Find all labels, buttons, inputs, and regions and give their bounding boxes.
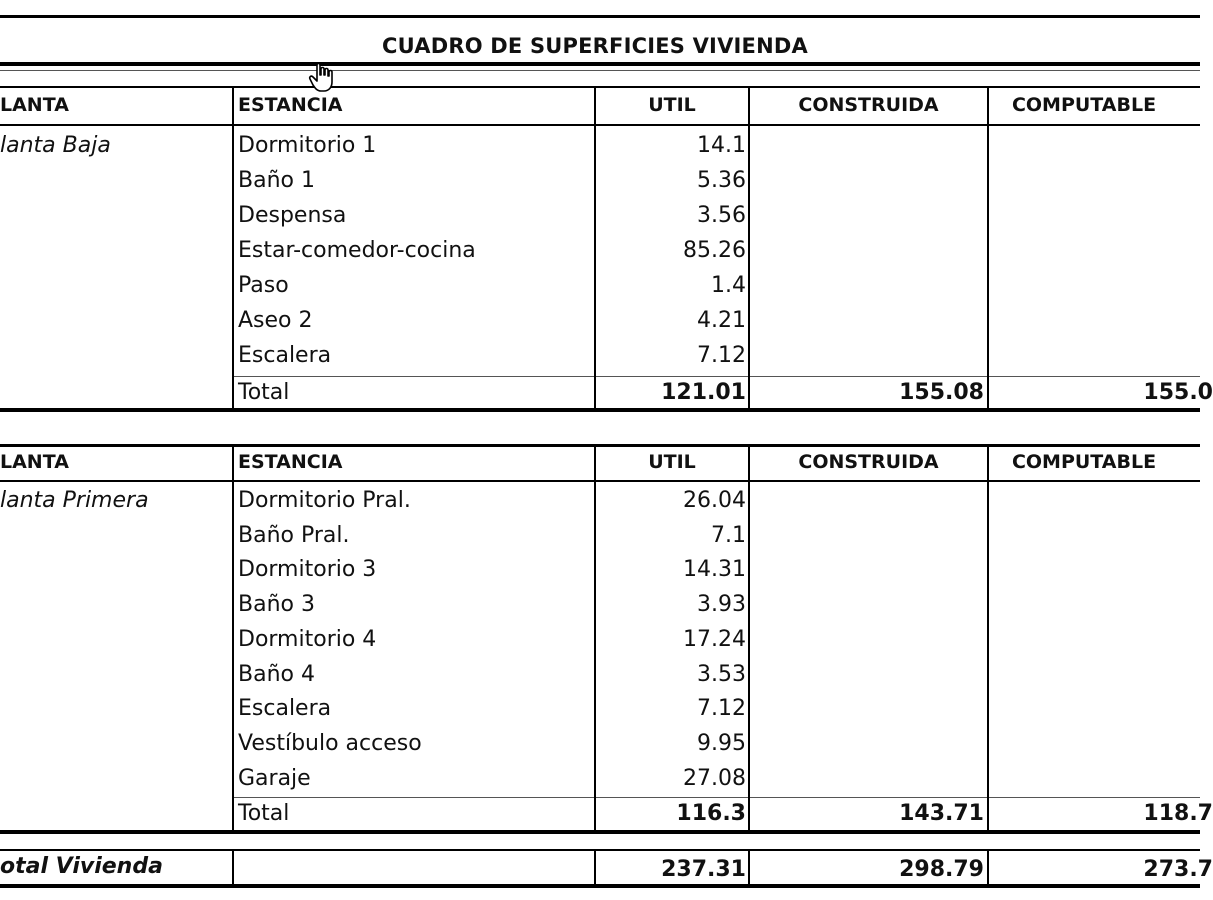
grand-total-label: otal Vivienda — [0, 854, 163, 879]
s1-total-computable: 155.0 — [1143, 380, 1213, 405]
row-util: 17.24 — [683, 626, 746, 652]
s2-border-header-top — [0, 444, 1200, 447]
row-estancia: Baño 3 — [238, 592, 315, 618]
row-util: 85.26 — [683, 238, 746, 263]
s1-total-construida: 155.08 — [899, 380, 984, 405]
grand-col-divider-1 — [232, 849, 234, 887]
s1-planta-label: lanta Baja — [0, 133, 111, 158]
row-util: 4.21 — [697, 308, 746, 333]
s2-planta-label: lanta Primera — [0, 488, 149, 513]
s1-border-header-top — [0, 86, 1200, 88]
s2-total-computable: 118.7 — [1143, 801, 1213, 826]
row-estancia: Dormitorio 3 — [238, 557, 377, 583]
row-util: 5.36 — [697, 168, 746, 193]
border-title-inner — [0, 70, 1200, 71]
s1-col-divider-3 — [748, 86, 750, 410]
s2-header-estancia: ESTANCIA — [238, 451, 343, 473]
grand-total-util: 237.31 — [661, 857, 746, 882]
s1-header-computable: COMPUTABLE — [1011, 94, 1157, 116]
s2-col-divider-4 — [987, 444, 989, 832]
row-estancia: Aseo 2 — [238, 308, 313, 333]
s2-header-computable: COMPUTABLE — [1011, 451, 1157, 473]
row-util: 7.1 — [711, 522, 746, 548]
s2-header-planta: LANTA — [0, 451, 69, 473]
row-util: 3.93 — [697, 592, 746, 618]
row-util: 9.95 — [697, 730, 746, 756]
row-estancia: Baño Pral. — [238, 522, 350, 548]
s2-col-divider-3 — [748, 444, 750, 832]
s2-border-header-bottom — [0, 480, 1200, 482]
border-top — [0, 15, 1200, 18]
grand-total-border-bottom — [0, 884, 1200, 888]
grand-total-border-top — [0, 849, 1200, 851]
s1-total-util: 121.01 — [661, 380, 746, 405]
s1-col-divider-1 — [232, 86, 234, 410]
s1-header-estancia: ESTANCIA — [238, 94, 343, 116]
s1-border-header-bottom — [0, 124, 1200, 126]
s1-header-util: UTIL — [648, 94, 696, 116]
s1-header-planta: LANTA — [0, 94, 69, 116]
row-estancia: Baño 1 — [238, 168, 315, 193]
s1-header-construida: CONSTRUIDA — [798, 94, 939, 116]
s1-total-label: Total — [238, 380, 290, 405]
row-estancia: Baño 4 — [238, 661, 315, 687]
s2-col-divider-1 — [232, 444, 234, 832]
row-estancia: Garaje — [238, 765, 311, 791]
s2-total-construida: 143.71 — [899, 801, 984, 826]
row-estancia: Escalera — [238, 696, 332, 722]
s2-border-bottom — [0, 830, 1200, 834]
s1-col-divider-4 — [987, 86, 989, 410]
row-util: 3.56 — [697, 203, 746, 228]
border-title-bottom — [0, 62, 1200, 66]
row-util: 14.1 — [697, 133, 746, 158]
row-util: 7.12 — [697, 696, 746, 722]
row-estancia: Escalera — [238, 343, 332, 368]
hand-pointer-icon — [306, 60, 340, 94]
row-estancia: Dormitorio 4 — [238, 626, 377, 652]
row-estancia: Vestíbulo acceso — [238, 730, 422, 756]
row-estancia: Dormitorio Pral. — [238, 488, 411, 513]
row-util: 27.08 — [683, 765, 746, 791]
row-estancia: Despensa — [238, 203, 347, 228]
row-estancia: Dormitorio 1 — [238, 133, 377, 158]
s2-total-label: Total — [238, 801, 290, 826]
row-util: 26.04 — [683, 488, 746, 513]
s1-border-bottom — [0, 408, 1200, 412]
row-util: 3.53 — [697, 661, 746, 687]
s2-header-construida: CONSTRUIDA — [798, 451, 939, 473]
row-util: 1.4 — [711, 273, 746, 298]
s2-header-util: UTIL — [648, 451, 696, 473]
row-util: 7.12 — [697, 343, 746, 368]
s2-border-total-top — [233, 797, 1200, 798]
s2-total-util: 116.3 — [676, 801, 746, 826]
grand-total-computable: 273.7 — [1143, 857, 1213, 882]
row-estancia: Estar-comedor-cocina — [238, 238, 476, 263]
grand-total-construida: 298.79 — [899, 857, 984, 882]
row-estancia: Paso — [238, 273, 289, 298]
s1-border-total-top — [233, 376, 1200, 377]
table-title: CUADRO DE SUPERFICIES VIVIENDA — [382, 34, 808, 58]
row-util: 14.31 — [683, 557, 746, 583]
